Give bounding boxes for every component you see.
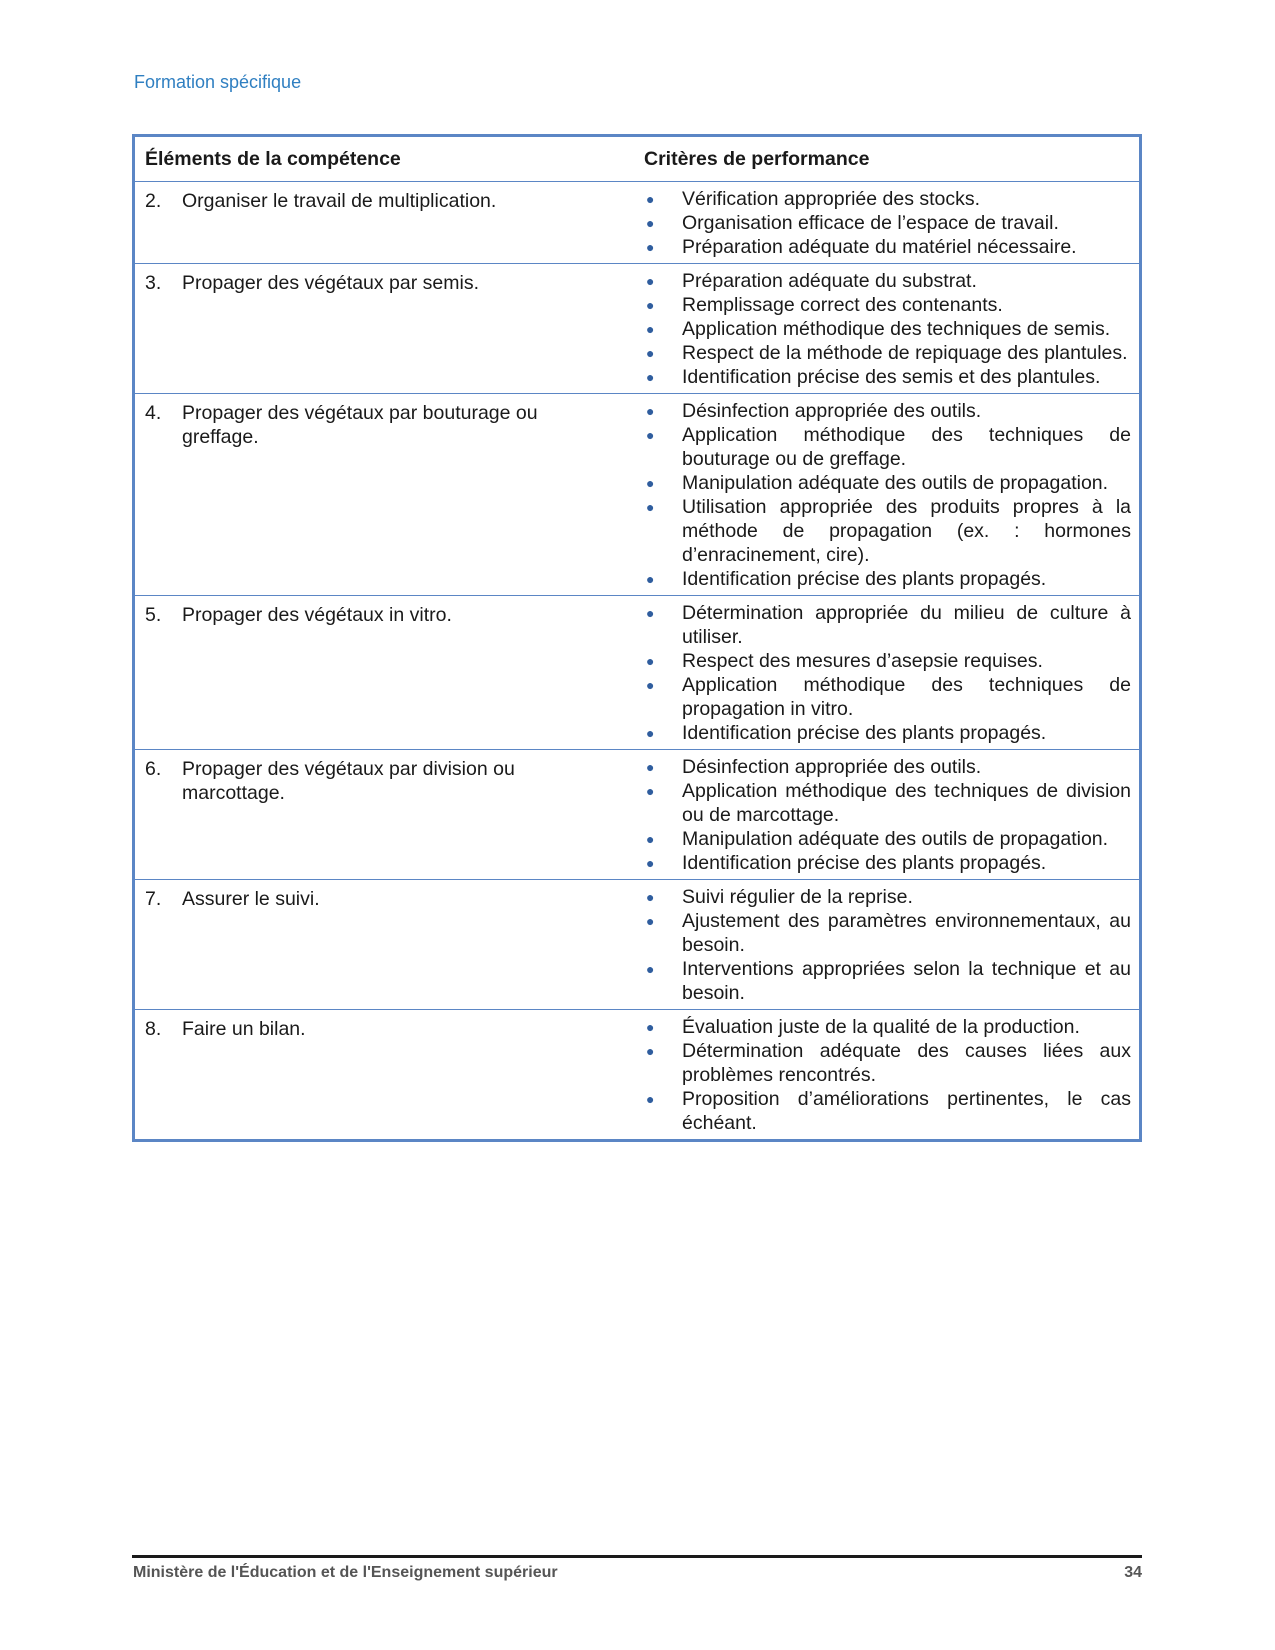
table-header-row <box>134 136 1141 182</box>
bullet-icon: ● <box>646 759 655 775</box>
element-number: 7. <box>145 888 162 910</box>
list-item <box>644 851 1131 875</box>
table-row <box>134 750 1141 880</box>
element-text: Assurer le suivi. <box>182 888 320 910</box>
criterion-text: Respect de la méthode de repiquage des plantules. <box>682 342 1128 364</box>
list-item <box>644 293 1131 317</box>
bullet-icon: ● <box>646 273 655 289</box>
bullet-icon: ● <box>646 725 655 741</box>
element-cell <box>134 880 634 1010</box>
criteria-cell <box>633 880 1141 1010</box>
criterion-text: Détermination appropriée du milieu de culture à utiliser. <box>682 602 1131 648</box>
criterion-text: Identification précise des plants propagés. <box>682 722 1047 744</box>
bullet-icon: ● <box>646 191 655 207</box>
list-item <box>644 957 1131 1005</box>
criterion-text: Respect des mesures d’asepsie requises. <box>682 650 1043 672</box>
element-cell <box>134 596 634 750</box>
criterion-text: Interventions appropriées selon la technique et au besoin. <box>682 958 1131 1004</box>
footer-publisher: Ministère de l'Éducation et de l'Enseignement supérieur <box>133 1564 558 1581</box>
list-item <box>644 779 1131 827</box>
competence-element <box>145 887 625 911</box>
bullet-icon: ● <box>646 427 655 443</box>
bullet-icon: ● <box>646 677 655 693</box>
list-item <box>644 1087 1131 1135</box>
criterion-text: Organisation efficace de l’espace de travail. <box>682 212 1059 234</box>
bullet-icon: ● <box>646 297 655 313</box>
list-item <box>644 673 1131 721</box>
element-text: Propager des végétaux par semis. <box>182 272 479 294</box>
list-item <box>644 755 1131 779</box>
list-item <box>644 721 1131 745</box>
competence-element <box>145 271 625 295</box>
list-item <box>644 649 1131 673</box>
criteria-list <box>644 1015 1131 1135</box>
table-row <box>134 394 1141 596</box>
criterion-text: Application méthodique des techniques de semis. <box>682 318 1111 340</box>
bullet-icon: ● <box>646 215 655 231</box>
criteria-cell <box>633 596 1141 750</box>
bullet-icon: ● <box>646 889 655 905</box>
table-body <box>134 182 1141 1141</box>
element-number: 5. <box>145 604 162 626</box>
element-cell <box>134 182 634 264</box>
criterion-text: Vérification appropriée des stocks. <box>682 188 981 210</box>
list-item <box>644 1039 1131 1087</box>
list-item <box>644 317 1131 341</box>
criteria-cell <box>633 750 1141 880</box>
element-text: Propager des végétaux in vitro. <box>182 604 452 626</box>
bullet-icon: ● <box>646 403 655 419</box>
list-item <box>644 187 1131 211</box>
criterion-text: Suivi régulier de la reprise. <box>682 886 913 908</box>
bullet-icon: ● <box>646 855 655 871</box>
criterion-text: Préparation adéquate du matériel nécessaire. <box>682 236 1077 258</box>
bullet-icon: ● <box>646 1043 655 1059</box>
competence-table <box>132 134 1142 1142</box>
bullet-icon: ● <box>646 653 655 669</box>
competence-element <box>145 603 625 627</box>
bullet-icon: ● <box>646 239 655 255</box>
list-item <box>644 365 1131 389</box>
bullet-icon: ● <box>646 1091 655 1107</box>
list-item <box>644 399 1131 423</box>
element-number: 8. <box>145 1018 162 1040</box>
element-cell <box>134 394 634 596</box>
table-row <box>134 596 1141 750</box>
list-item <box>644 423 1131 471</box>
element-text: Propager des végétaux par division ou marcottage. <box>182 758 515 804</box>
element-cell <box>134 750 634 880</box>
list-item <box>644 827 1131 851</box>
list-item <box>644 471 1131 495</box>
criterion-text: Application méthodique des techniques de bouturage ou de greffage. <box>682 424 1131 470</box>
criteria-list <box>644 187 1131 259</box>
element-text: Organiser le travail de multiplication. <box>182 190 497 212</box>
criteria-cell <box>633 182 1141 264</box>
bullet-icon: ● <box>646 571 655 587</box>
criterion-text: Désinfection appropriée des outils. <box>682 756 982 778</box>
criteria-cell <box>633 264 1141 394</box>
bullet-icon: ● <box>646 369 655 385</box>
criterion-text: Identification précise des plants propagés. <box>682 852 1047 874</box>
criterion-text: Préparation adéquate du substrat. <box>682 270 977 292</box>
element-cell <box>134 264 634 394</box>
element-number: 4. <box>145 402 162 424</box>
criterion-text: Ajustement des paramètres environnementaux, au besoin. <box>682 910 1131 956</box>
table-row <box>134 182 1141 264</box>
table-row <box>134 1010 1141 1141</box>
criteria-list <box>644 269 1131 389</box>
criterion-text: Identification précise des plants propagés. <box>682 568 1047 590</box>
list-item <box>644 341 1131 365</box>
list-item <box>644 601 1131 649</box>
competence-element <box>145 401 625 449</box>
criterion-text: Utilisation appropriée des produits propres à la méthode de propagation (ex. : hormones d’enracinement, cire). <box>682 496 1131 566</box>
list-item <box>644 567 1131 591</box>
element-cell <box>134 1010 634 1141</box>
criterion-text: Manipulation adéquate des outils de propagation. <box>682 828 1109 850</box>
element-text: Faire un bilan. <box>182 1018 306 1040</box>
footer-rule <box>132 1555 1142 1558</box>
header-criteria: Critères de performance <box>633 136 1141 182</box>
criteria-cell <box>633 394 1141 596</box>
criterion-text: Manipulation adéquate des outils de propagation. <box>682 472 1109 494</box>
criteria-list <box>644 755 1131 875</box>
bullet-icon: ● <box>646 345 655 361</box>
bullet-icon: ● <box>646 475 655 491</box>
list-item <box>644 495 1131 567</box>
page-number: 34 <box>1124 1564 1142 1581</box>
bullet-icon: ● <box>646 961 655 977</box>
competence-element <box>145 757 625 805</box>
competence-element <box>145 189 625 213</box>
criterion-text: Proposition d’améliorations pertinentes, le cas échéant. <box>682 1088 1131 1134</box>
table-row <box>134 264 1141 394</box>
running-head: Formation spécifique <box>134 72 302 92</box>
list-item <box>644 211 1131 235</box>
bullet-icon: ● <box>646 783 655 799</box>
list-item <box>644 1015 1131 1039</box>
bullet-icon: ● <box>646 913 655 929</box>
criteria-list <box>644 399 1131 591</box>
element-number: 2. <box>145 190 162 212</box>
bullet-icon: ● <box>646 1019 655 1035</box>
criterion-text: Remplissage correct des contenants. <box>682 294 1003 316</box>
criteria-cell <box>633 1010 1141 1141</box>
criterion-text: Identification précise des semis et des plantules. <box>682 366 1101 388</box>
list-item <box>644 235 1131 259</box>
criterion-text: Application méthodique des techniques de division ou de marcottage. <box>682 780 1131 826</box>
bullet-icon: ● <box>646 321 655 337</box>
table-row <box>134 880 1141 1010</box>
criterion-text: Application méthodique des techniques de propagation in vitro. <box>682 674 1131 720</box>
list-item <box>644 269 1131 293</box>
criteria-list <box>644 885 1131 1005</box>
bullet-icon: ● <box>646 605 655 621</box>
element-text: Propager des végétaux par bouturage ou greffage. <box>182 402 538 448</box>
bullet-icon: ● <box>646 499 655 515</box>
element-number: 3. <box>145 272 162 294</box>
criteria-list <box>644 601 1131 745</box>
criterion-text: Détermination adéquate des causes liées aux problèmes rencontrés. <box>682 1040 1131 1086</box>
element-number: 6. <box>145 758 162 780</box>
criterion-text: Évaluation juste de la qualité de la production. <box>682 1016 1080 1038</box>
list-item <box>644 909 1131 957</box>
criterion-text: Désinfection appropriée des outils. <box>682 400 982 422</box>
list-item <box>644 885 1131 909</box>
bullet-icon: ● <box>646 831 655 847</box>
header-elements: Éléments de la compétence <box>134 136 634 182</box>
competence-element <box>145 1017 625 1041</box>
